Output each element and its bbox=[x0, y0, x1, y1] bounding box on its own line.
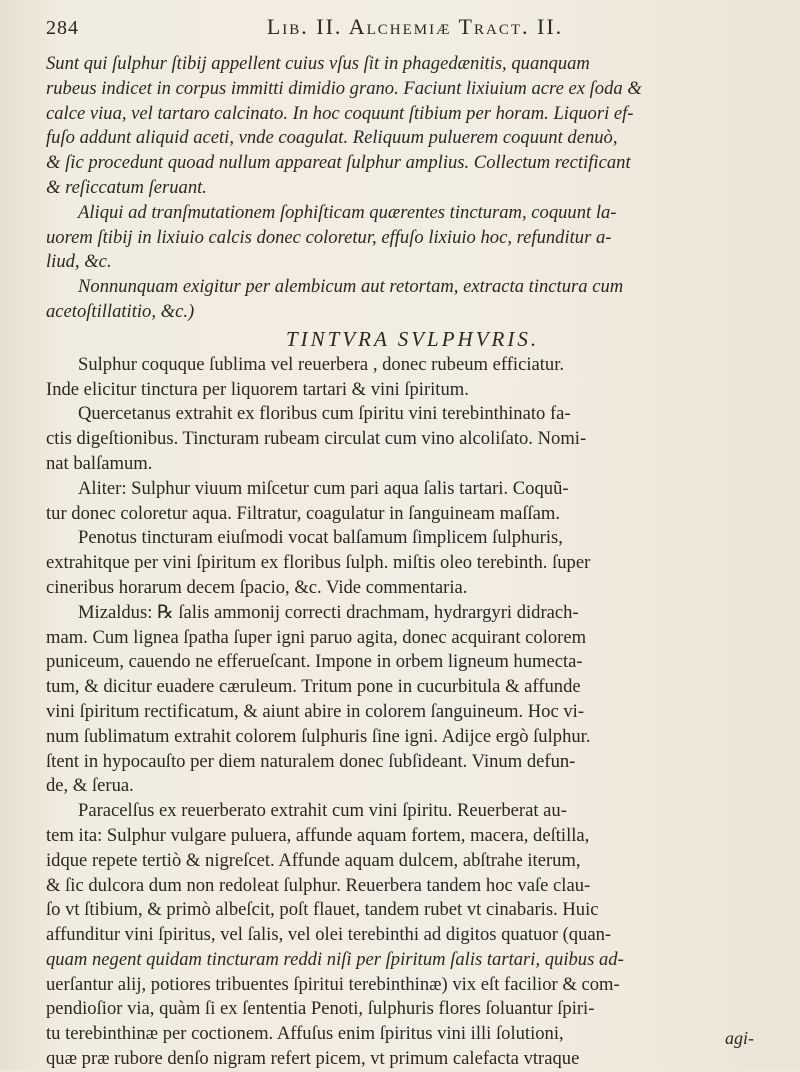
text-line: uorem ſtibij in lixiuio calcis donec coloretur, effuſo lixiuio hoc, refunditur a- bbox=[46, 226, 612, 248]
text-line: Aliter: Sulphur viuum miſcetur cum pari aqua ſalis tartari. Coquũ- bbox=[78, 477, 569, 499]
text-line: ctis digeſtionibus. Tincturam rubeam circulat cum vino alcoliſato. Nomi- bbox=[46, 428, 587, 450]
text-line: cineribus horarum decem ſpacio, &c. Vide commentaria. bbox=[46, 576, 468, 598]
page-number: 284 bbox=[46, 17, 79, 39]
text-line: tum, & dicitur euadere cæruleum. Tritum pone in cucurbitula & affunde bbox=[46, 676, 581, 698]
text-line: Mizaldus: ℞ ſalis ammonij correcti drachmam, hydrargyri didrach- bbox=[78, 601, 579, 623]
text-line: Penotus tincturam eiuſmodi vocat balſamum ſimplicem ſulphuris, bbox=[78, 527, 563, 549]
section-heading: TINTVRA SVLPHVRIS. bbox=[286, 326, 540, 351]
catchword: agi- bbox=[725, 1028, 754, 1048]
text-line: Aliqui ad tranſmutationem ſophiſticam quærentes tincturam, coquunt la- bbox=[78, 201, 617, 223]
running-head bbox=[46, 14, 774, 48]
text-line: extrahitque per vini ſpiritum ex floribus ſulph. miſtis oleo terebinth. ſuper bbox=[46, 552, 591, 574]
text-line: rubeus indicet in corpus immitti dimidio grano. Faciunt lixiuium acre ex ſoda & bbox=[46, 77, 642, 99]
text-line: affunditur vini ſpiritus, vel ſalis, vel olei terebinthi ad digitos quatuor (quan- bbox=[46, 924, 612, 946]
text-line: nat balſamum. bbox=[46, 452, 153, 474]
text-line: liud, &c. bbox=[46, 251, 112, 273]
text-line: Quercetanus extrahit ex floribus cum ſpiritu vini terebinthinato fa- bbox=[78, 403, 571, 425]
text-line: & ſic procedunt quoad nullum appareat ſulphur amplius. Collectum rectificant bbox=[46, 152, 631, 174]
text-line: fuſo addunt aliquid aceti, vnde coagulat. Reliquum puluerem coquunt denuò, bbox=[46, 127, 618, 149]
body-text bbox=[46, 52, 774, 1072]
text-line: tem ita: Sulphur vulgare puluera, affunde aquam fortem, macera, deſtilla, bbox=[46, 824, 590, 846]
text-line: Nonnunquam exigitur per alembicum aut retortam, extracta tinctura cum bbox=[78, 276, 624, 298]
text-line: Sulphur coquque ſublima vel reuerbera , donec rubeum efficiatur. bbox=[78, 353, 565, 375]
text-line: quæ præ rubore denſo nigram refert picem, vt primum calefacta vtraque bbox=[46, 1048, 580, 1070]
text-line: quam negent quidam tincturam reddi niſi per ſpiritum ſalis tartari, quibus ad- bbox=[46, 948, 624, 970]
text-line: mam. Cum lignea ſpatha ſuper igni paruo agita, donec acquirant colorem bbox=[46, 626, 587, 648]
text-line: num ſublimatum extrahit colorem ſulphuris ſine igni. Adijce ergò ſulphur. bbox=[46, 725, 591, 747]
text-line: calce viua, vel tartaro calcinato. In hoc coquunt ſtibium per horam. Liquori ef- bbox=[46, 102, 634, 124]
text-line: & ſic dulcora dum non redoleat ſulphur. Reuerbera tandem hoc vaſe clau- bbox=[46, 874, 591, 896]
text-line: tu terebinthinæ per coctionem. Affuſus enim ſpiritus vini illi ſolutioni, bbox=[46, 1023, 564, 1045]
text-line: ſtent in hypocauſto per diem naturalem donec ſubſideant. Vinum defun- bbox=[46, 750, 576, 772]
text-line: vini ſpiritum rectificatum, & aiunt abire in colorem ſanguineum. Hoc vi- bbox=[46, 700, 585, 722]
running-title: Lib. II. Alchemiæ Tract. II. bbox=[266, 14, 564, 39]
text-line: puniceum, cauendo ne efferueſcant. Impone in orbem ligneum humecta- bbox=[46, 651, 583, 673]
text-line: pendioſior via, quàm ſi ex ſententia Penoti, ſulphuris flores ſoluantur ſpiri- bbox=[46, 998, 595, 1020]
text-line: idque repete tertiò & nigreſcet. Affunde aquam dulcem, abſtrahe iterum, bbox=[46, 849, 581, 871]
text-line: Paracelſus ex reuerberato extrahit cum vini ſpiritu. Reuerberat au- bbox=[78, 800, 567, 822]
text-line: Sunt qui ſulphur ſtibij appellent cuius vſus ſit in phagedænitis, quanquam bbox=[46, 53, 590, 74]
text-line: de, & ſerua. bbox=[46, 775, 134, 797]
text-line: Inde elicitur tinctura per liquorem tartari & vini ſpiritum. bbox=[46, 378, 469, 400]
text-line: & reſiccatum ſeruant. bbox=[46, 176, 207, 198]
text-line: acetoſtillatitio, &c.) bbox=[46, 300, 195, 322]
text-line: uerſantur alij, potiores tribuentes ſpiritui terebinthinæ) vix eſt facilior & com- bbox=[46, 973, 620, 995]
text-line: tur donec coloretur aqua. Filtratur, coagulatur in ſanguineam maſſam. bbox=[46, 502, 561, 524]
text-line: ſo vt ſtibium, & primò albeſcit, poſt flauet, tandem rubet vt cinabaris. Huic bbox=[46, 899, 599, 921]
